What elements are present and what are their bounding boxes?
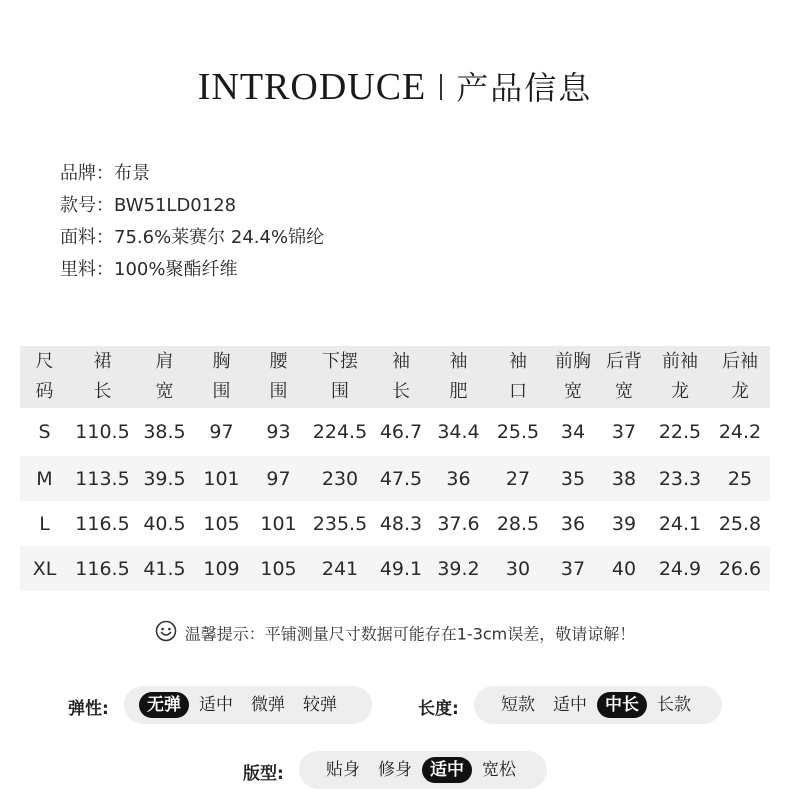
table-row [20,546,770,591]
column-header [20,346,69,408]
length-option: 长款 [657,695,691,715]
table-cell: 35 [548,456,598,501]
column-header-line: 胸 [212,351,231,372]
table-cell: 113.5 [69,456,136,501]
info-value: 75.6%莱赛尔 24.4%锦纶 [114,227,325,248]
size-label-cell: S [38,421,51,443]
column-header-line: 肩 [155,351,174,372]
column-header-line: 龙 [731,381,749,402]
length-options [474,686,722,724]
column-header-line: 后背 [606,351,642,372]
column-header-line: 宽 [615,381,633,402]
length-option-selected: 中长 [597,692,647,718]
size-label-cell: L [39,512,50,535]
column-header [307,346,373,408]
column-header [429,346,488,408]
table-cell: 24.2 [718,421,762,443]
column-header [650,346,710,408]
elasticity-option: 较弹 [303,695,337,715]
length-option: 适中 [553,695,587,715]
product-info [60,158,324,286]
table-cell: 26.6 [710,546,770,591]
column-header-line: 下摆 [322,351,358,372]
fit-option: 修身 [378,760,412,780]
column-header-line: 长 [93,381,112,402]
table-cell: 93 [266,421,291,443]
page-title [0,62,790,113]
size-table-header [20,346,770,408]
table-cell: 47.5 [373,456,429,501]
table-cell: 24.1 [658,512,702,535]
column-header-line: 肥 [449,381,468,402]
table-cell: 39.5 [136,456,193,501]
smile-icon [155,620,177,650]
table-cell: 105 [250,546,307,591]
column-header-line: 围 [212,381,231,402]
column-header [250,346,307,408]
attr-label: 弹性: [68,699,109,719]
table-cell: 101 [260,512,297,535]
column-header-line: 袖 [392,351,410,372]
info-row-brand [60,158,324,190]
table-cell: 40.5 [143,512,186,535]
table-cell: 109 [193,546,250,591]
info-row-lining [60,254,324,286]
table-cell: 97 [250,456,307,501]
table-cell: 110.5 [75,421,130,443]
column-header-line: 尺 [35,351,54,372]
elasticity-option: 微弹 [251,695,285,715]
table-cell: 97 [209,421,234,443]
table-cell: 22.5 [658,421,702,443]
table-cell: 25.5 [496,421,540,443]
size-label-cell: XL [20,546,69,591]
column-header-line: 腰 [269,351,288,372]
elasticity-options [124,686,372,724]
column-header-line: 围 [269,381,288,402]
table-cell: 105 [203,512,240,535]
table-cell: 38.5 [143,421,186,443]
fit-option-selected: 适中 [422,757,472,783]
info-row-style [60,190,324,222]
info-label: 里料： [60,259,114,280]
table-cell: 34 [560,421,586,443]
length-option: 短款 [501,695,535,715]
column-header [373,346,429,408]
table-cell: 28.5 [496,512,540,535]
column-header-line: 裙 [93,351,112,372]
column-header [488,346,548,408]
table-cell: 25 [710,456,770,501]
table-cell: 24.9 [650,546,710,591]
attr-label: 版型: [243,764,284,784]
column-header-line: 宽 [564,381,582,402]
elasticity-option: 适中 [199,695,233,715]
column-header-line: 前袖 [662,351,698,372]
title-en: INTRODUCE [197,66,427,108]
table-row [20,501,770,546]
elasticity-option-selected: 无弹 [139,692,189,718]
table-cell: 230 [307,456,373,501]
column-header-line: 袖 [449,351,468,372]
info-label: 面料： [60,227,114,248]
table-cell: 235.5 [312,512,368,535]
table-cell: 48.3 [379,512,423,535]
column-header-line: 袖 [509,351,527,372]
fit-option: 宽松 [482,760,516,780]
size-table [20,346,770,591]
table-cell: 39 [611,512,637,535]
table-cell: 37 [548,546,598,591]
info-value: 布景 [114,163,150,184]
table-cell: 101 [193,456,250,501]
size-label-cell: M [20,456,69,501]
table-cell: 36 [560,512,586,535]
table-cell: 36 [429,456,488,501]
table-cell: 23.3 [650,456,710,501]
table-cell: 37.6 [437,512,480,535]
table-cell: 37 [611,421,637,443]
column-header [193,346,250,408]
info-value: BW51LD0128 [114,195,237,216]
table-cell: 116.5 [75,512,130,535]
info-row-fabric [60,222,324,254]
title-divider [440,74,442,100]
table-cell: 39.2 [429,546,488,591]
column-header-line: 后袖 [722,351,758,372]
table-cell: 25.8 [718,512,762,535]
table-cell: 116.5 [69,546,136,591]
tip-text: 温馨提示：平铺测量尺寸数据可能存在1-3cm误差，敬请谅解！ [184,624,636,644]
table-cell: 30 [488,546,548,591]
table-cell: 40 [598,546,650,591]
info-label: 品牌： [60,163,114,184]
column-header [69,346,136,408]
column-header-line: 围 [331,381,349,402]
column-header-line: 前胸 [555,351,591,372]
table-cell: 27 [488,456,548,501]
info-label: 款号： [60,195,114,216]
attr-label: 长度: [418,699,459,719]
column-header [710,346,770,408]
column-header-line: 口 [509,381,527,402]
table-cell: 49.1 [373,546,429,591]
title-cn: 产品信息 [456,69,593,107]
fit-option: 贴身 [326,760,360,780]
table-row [20,408,770,456]
table-cell: 34.4 [437,421,480,443]
measurement-tip [0,620,790,650]
table-cell: 41.5 [136,546,193,591]
table-cell: 241 [307,546,373,591]
column-header-line: 码 [35,381,54,402]
column-header-line: 长 [392,381,410,402]
table-cell: 38 [598,456,650,501]
table-cell: 224.5 [312,421,368,443]
column-header [548,346,598,408]
column-header [136,346,193,408]
fit-options [299,751,547,789]
table-cell: 46.7 [379,421,423,443]
column-header [598,346,650,408]
column-header-line: 龙 [671,381,689,402]
column-header-line: 宽 [155,381,174,402]
info-value: 100%聚酯纤维 [114,259,238,280]
table-row [20,456,770,501]
